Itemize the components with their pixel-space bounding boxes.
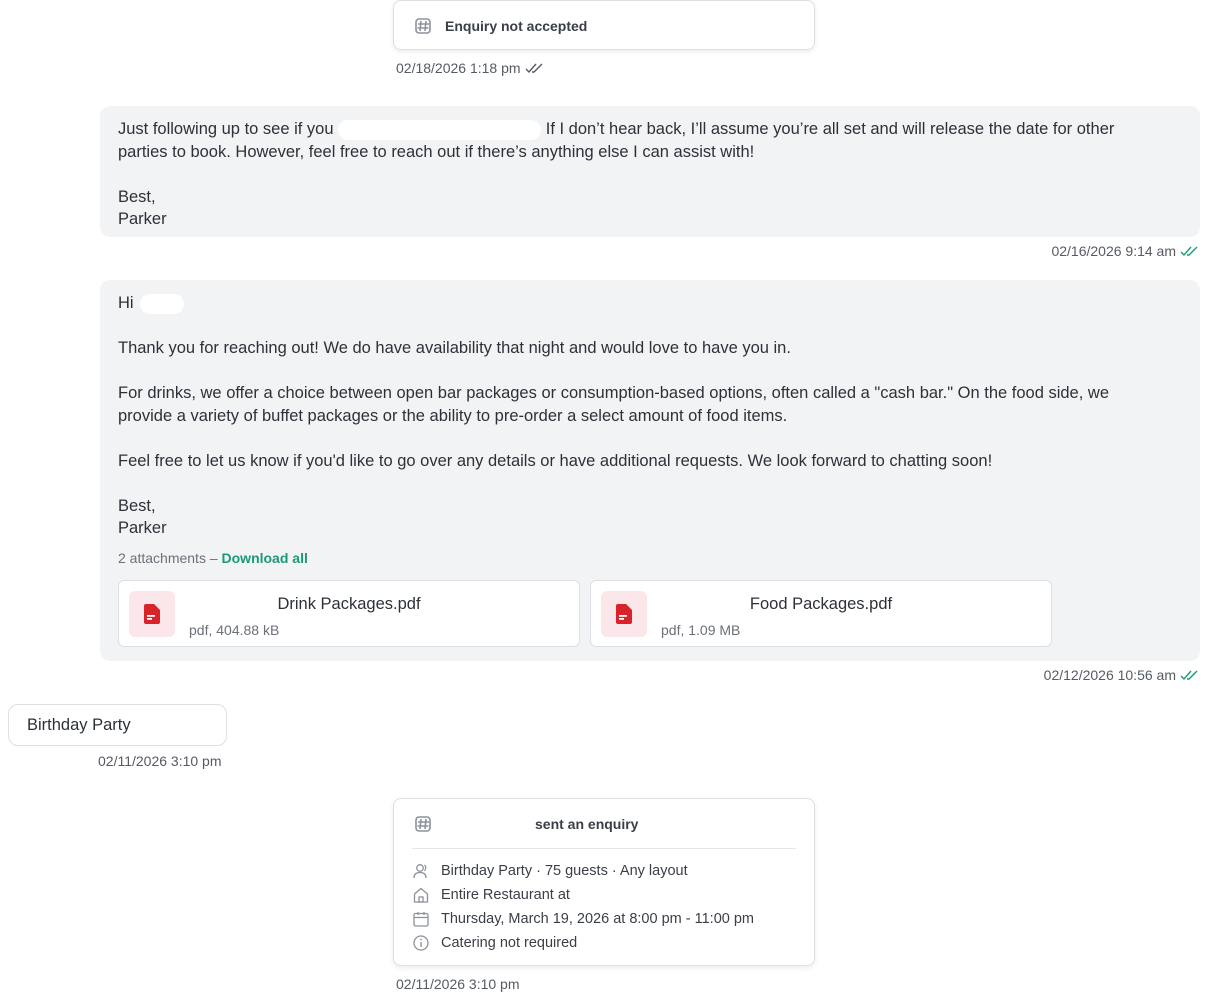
message-line: parties to book. However, feel free to reach out if there’s anything else I can assist with!	[118, 142, 755, 161]
calendar-icon	[412, 910, 430, 928]
message-time	[1044, 667, 1200, 683]
message-line	[118, 118, 1182, 141]
home-icon	[412, 886, 430, 904]
attachment-card[interactable]	[590, 580, 1052, 647]
redacted-text	[338, 120, 541, 140]
message-signoff: Best,	[118, 187, 156, 206]
enquiry-status-title: Enquiry not accepted	[445, 18, 588, 34]
message-line: For drinks, we offer a choice between open bar packages or consumption-based options, often called a "cash bar." On the food side, we	[118, 384, 1109, 402]
brand-logo-icon	[414, 815, 432, 833]
outgoing-message-reply	[100, 280, 1200, 661]
message-text: Birthday Party	[27, 715, 131, 734]
message-text: Just following up to see if you	[118, 120, 334, 138]
message-time	[1051, 243, 1200, 259]
message-greeting: Hi	[118, 294, 134, 312]
attachment-meta: pdf, 1.09 MB	[661, 622, 741, 638]
enquiry-card-title: sent an enquiry	[535, 815, 639, 832]
enquiry-details	[394, 849, 814, 955]
download-all-link[interactable]: Download all	[221, 549, 308, 566]
attachment-list	[118, 580, 1182, 647]
redacted-text	[445, 816, 535, 832]
timestamp: 02/16/2026 9:14 am	[1051, 243, 1176, 259]
attachment-name: Drink Packages.pdf	[277, 595, 421, 613]
detail-text: Entire Restaurant at	[441, 887, 570, 903]
enquiry-card	[393, 798, 815, 966]
message-signature: Parker	[118, 519, 167, 537]
enquiry-detail-space	[412, 883, 814, 907]
detail-text: Thursday, March 19, 2026 at 8:00 pm - 11:00 pm	[441, 911, 754, 927]
enquiry-status-card	[393, 0, 815, 50]
message-signature: Parker	[118, 210, 167, 228]
user-icon	[412, 862, 430, 880]
attachments-count: 2 attachments –	[118, 549, 218, 566]
attachment-name: Food Packages.pdf	[749, 595, 893, 613]
timestamp: 02/18/2026 1:18 pm	[396, 60, 521, 76]
attachments-summary	[118, 547, 1182, 570]
read-ticks-icon	[1180, 669, 1200, 681]
message-text: If I don’t hear back, I’ll assume you’re all set and will release the date for other	[545, 120, 1115, 138]
attachment-meta: pdf, 404.88 kB	[189, 622, 280, 638]
info-icon	[412, 934, 430, 952]
timestamp: 02/11/2026 3:10 pm	[98, 753, 222, 769]
enquiry-status-time	[396, 60, 545, 76]
message-line: provide a variety of buffet packages or the ability to pre-order a select amount of food items.	[118, 406, 788, 425]
incoming-message	[8, 704, 227, 746]
message-line: Feel free to let us know if you'd like to go over any details or have additional requests. We look forward to chatting soon!	[118, 451, 993, 470]
message-line	[118, 292, 1182, 315]
enquiry-detail-catering	[412, 931, 814, 955]
message-line: Thank you for reaching out! We do have availability that night and would love to have you in.	[118, 339, 791, 357]
detail-text: Catering not required	[441, 935, 578, 951]
read-ticks-icon	[1180, 245, 1200, 257]
enquiry-detail-date	[412, 907, 814, 931]
outgoing-message-followup	[100, 106, 1200, 237]
detail-text: Birthday Party · 75 guests · Any layout	[441, 863, 688, 879]
timestamp: 02/12/2026 10:56 am	[1043, 667, 1176, 683]
enquiry-card-time	[396, 976, 520, 992]
read-ticks-icon	[525, 62, 545, 74]
message-signoff: Best,	[118, 496, 156, 515]
brand-logo-icon	[414, 17, 432, 35]
attachment-card[interactable]	[118, 580, 580, 647]
enquiry-detail-event	[412, 859, 814, 883]
message-time	[98, 753, 222, 769]
redacted-text	[140, 294, 184, 314]
timestamp: 02/11/2026 3:10 pm	[396, 976, 520, 992]
